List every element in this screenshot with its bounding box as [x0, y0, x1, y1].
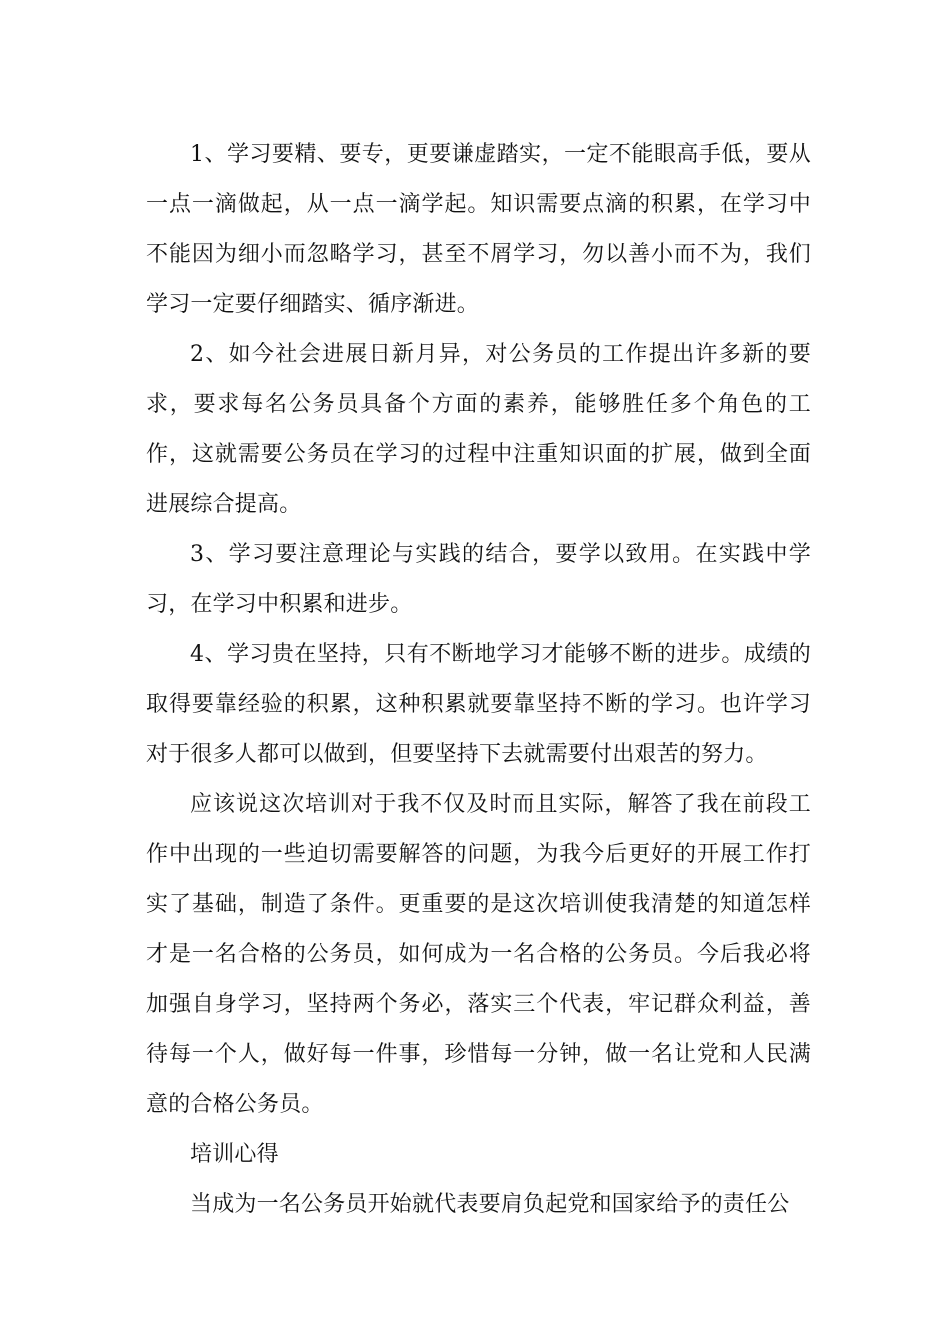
- section-heading: 培训心得: [190, 1142, 279, 1167]
- paragraph-point-2: 2、如今社会进展日新月异，对公务员的工作提出许多新的要求，要求每名公务员具备个方面的素养，能够胜任多个角色的工作，这就需要公务员在学习的过程中注重知识面的扩展，做到全面进展综合提高。: [146, 342, 811, 517]
- paragraph-conclusion: 应该说这次培训对于我不仅及时而且实际，解答了我在前段工作中出现的一些迫切需要解答的问题，为我今后更好的开展工作打实了基础，制造了条件。更重要的是这次培训使我清楚的知道怎样才是一名合格的公务员，如何成为一名合格的公务员。今后我必将加强自身学习，坚持两个务必，落实三个代表，牢记群众利益，善待每一个人，做好每一件事，珍惜每一分钟，做一名让党和人民满意的合格公务员。: [146, 792, 811, 1117]
- paragraph-point-4: 4、学习贵在坚持，只有不断地学习才能够不断的进步。成绩的取得要靠经验的积累，这种积累就要靠坚持不断的学习。也许学习对于很多人都可以做到，但要坚持下去就需要付出艰苦的努力。: [146, 642, 811, 767]
- paragraph-point-1: 1、学习要精、要专，更要谦虚踏实，一定不能眼高手低，要从一点一滴做起，从一点一滴学起。知识需要点滴的积累，在学习中不能因为细小而忽略学习，甚至不屑学习，勿以善小而不为，我们学习一定要仔细踏实、循序渐进。: [146, 142, 811, 317]
- paragraph-point-3: 3、学习要注意理论与实践的结合，要学以致用。在实践中学习，在学习中积累和进步。: [146, 542, 811, 617]
- paragraph-final: 当成为一名公务员开始就代表要肩负起党和国家给予的责任公: [190, 1192, 790, 1217]
- document-body: [146, 130, 811, 1230]
